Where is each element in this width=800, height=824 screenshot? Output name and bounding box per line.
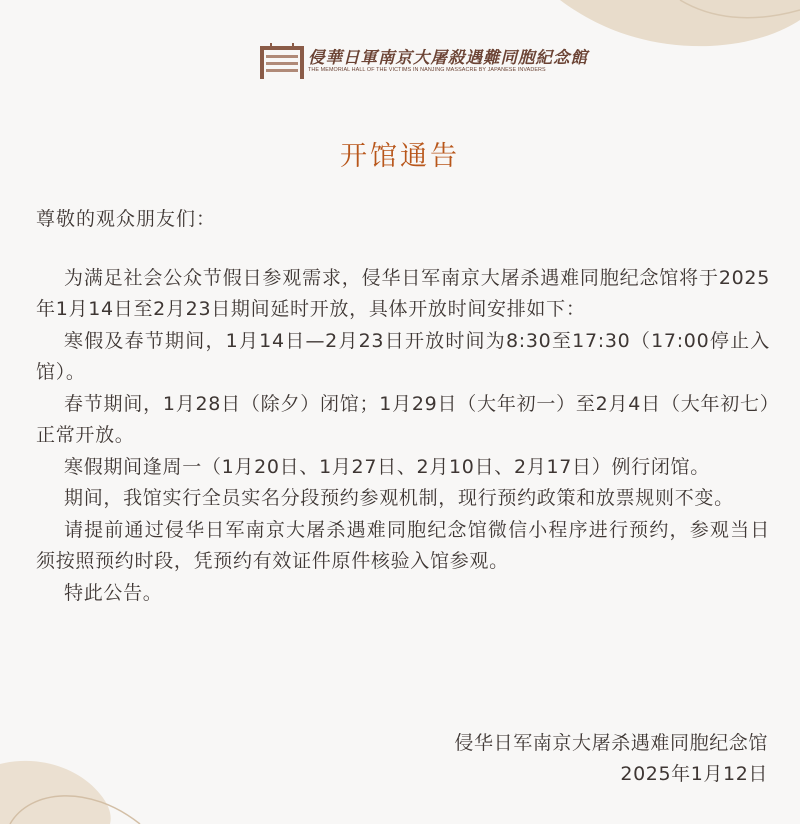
paragraph-intro: 为满足社会公众节假日参观需求，侵华日军南京大屠杀遇难同胞纪念馆将于2025年1月14日至2月23日期间延时开放，具体开放时间安排如下： (36, 266, 770, 320)
paragraph-closing: 特此公告。 (64, 581, 163, 604)
paragraph-spring-festival: 春节期间，1月28日（除夕）闭馆；1月29日（大年初一）至2月4日（大年初七）正常开放。 (36, 392, 770, 446)
memorial-name-cn: 侵華日軍南京大屠殺遇難同胞紀念館 (308, 48, 588, 67)
memorial-logo-icon (260, 43, 304, 79)
notice-title: 开馆通告 (340, 141, 460, 172)
paragraph-monday-closure: 寒假期间逢周一（1月20日、1月27日、2月10日、2月17日）例行闭馆。 (64, 455, 710, 478)
paragraph-booking-instructions: 请提前通过侵华日军南京大屠杀遇难同胞纪念馆微信小程序进行预约，参观当日须按照预约时段，凭预约有效证件原件核验入馆参观。 (36, 518, 770, 572)
signature-org: 侵华日军南京大屠杀遇难同胞纪念馆 (454, 732, 768, 754)
signature-block (454, 728, 768, 790)
corner-decoration-bottom (0, 744, 150, 824)
salutation: 尊敬的观众朋友们： (36, 208, 217, 230)
paragraph-opening-hours: 寒假及春节期间，1月14日—2月23日开放时间为8:30至17:30（17:00停止入馆）。 (36, 329, 770, 383)
memorial-name-en: THE MEMORIAL HALL OF THE VICTIMS IN NANJING MASSACRE BY JAPANESE INVADERS (308, 67, 546, 73)
signature-date: 2025年1月12日 (620, 763, 768, 785)
paragraph-reservation-policy: 期间，我馆实行全员实名分段预约参观机制，现行预约政策和放票规则不变。 (64, 487, 734, 509)
corner-decoration-top (560, 0, 800, 60)
notice-body (36, 204, 770, 609)
memorial-logo (258, 40, 588, 85)
